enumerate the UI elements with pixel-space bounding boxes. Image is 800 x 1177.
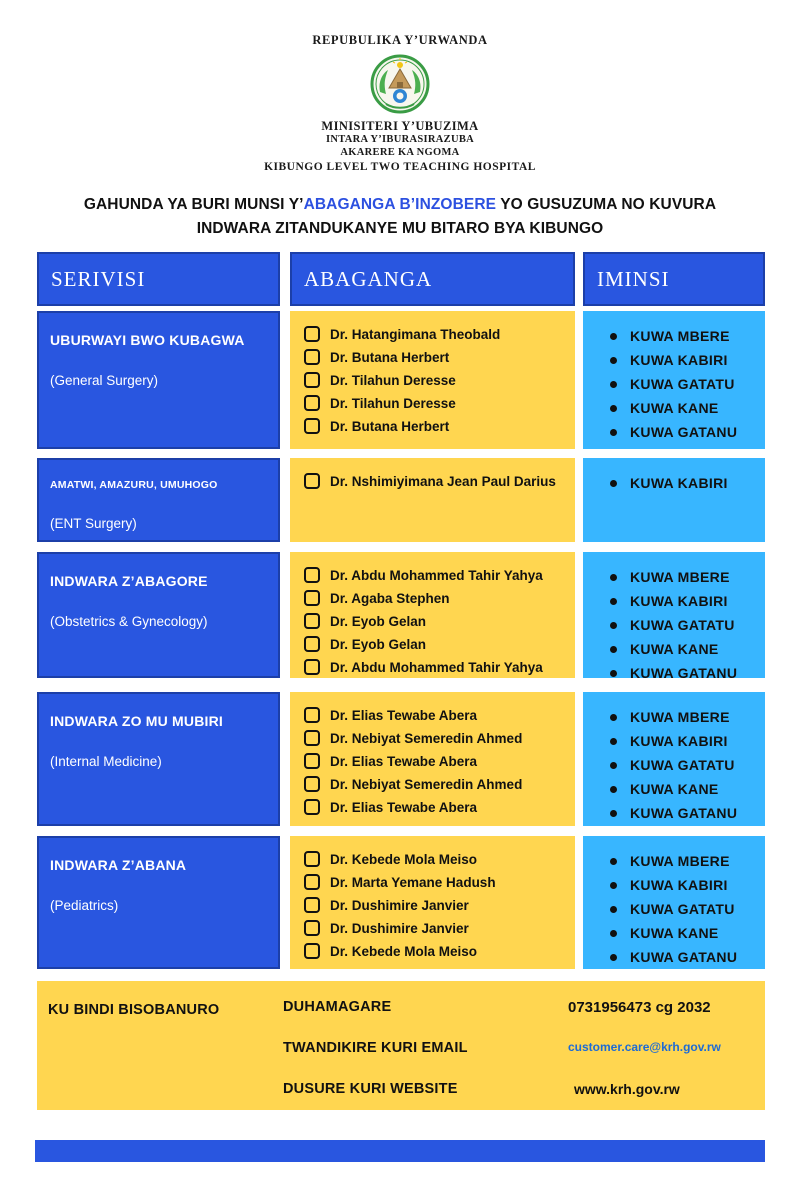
phone-label: DUHAMAGARE	[283, 999, 392, 1015]
checkbox-icon	[304, 897, 320, 913]
contact-footer	[37, 981, 765, 1110]
bullet-icon	[610, 954, 617, 961]
doctor-item	[304, 659, 569, 675]
bottom-accent-bar	[35, 1140, 765, 1162]
day-item	[610, 949, 765, 965]
bullet-icon	[610, 786, 617, 793]
doctor-name: Dr. Elias Tewabe Abera	[330, 753, 478, 769]
bullet-icon	[610, 810, 617, 817]
title-part2: YO GUSUZUMA NO KUVURA INDWARA ZITANDUKANYE MU BITARO BYA KIBUNGO	[196, 196, 717, 237]
day-name: KUWA KANE	[630, 781, 719, 797]
table-row	[37, 692, 765, 826]
doctor-item	[304, 473, 569, 489]
day-item	[610, 352, 765, 368]
bullet-icon	[610, 714, 617, 721]
doctor-item	[304, 920, 569, 936]
doctor-name: Dr. Butana Herbert	[330, 418, 450, 434]
table-header-row	[37, 252, 765, 306]
doctor-item	[304, 874, 569, 890]
doctor-item	[304, 349, 569, 365]
doctors-cell	[290, 458, 575, 542]
day-name: KUWA GATANU	[630, 949, 738, 965]
service-cell	[37, 311, 280, 449]
bullet-icon	[610, 429, 617, 436]
service-cell	[37, 836, 280, 969]
bullet-icon	[610, 858, 617, 865]
doctor-item	[304, 395, 569, 411]
day-name: KUWA MBERE	[630, 328, 730, 344]
doctor-item	[304, 799, 569, 815]
doctors-cell	[290, 552, 575, 678]
doctor-item	[304, 418, 569, 434]
column-header-iminsi: IMINSI	[583, 252, 765, 306]
days-cell	[583, 311, 765, 449]
days-cell	[583, 836, 765, 969]
service-english-name: (Obstetrics & Gynecology)	[50, 614, 208, 629]
column-header-serivisi: SERIVISI	[37, 252, 280, 306]
day-name: KUWA KABIRI	[630, 593, 728, 609]
checkbox-icon	[304, 851, 320, 867]
doctor-name: Dr. Kebede Mola Meiso	[330, 851, 478, 867]
bullet-icon	[610, 738, 617, 745]
doctor-item	[304, 897, 569, 913]
country-name: REPUBULIKA Y’URWANDA	[312, 33, 488, 47]
service-name: INDWARA ZO MU MUBIRI	[50, 713, 224, 729]
bullet-icon	[610, 381, 617, 388]
service-english-name: (Internal Medicine)	[50, 754, 162, 769]
day-name: KUWA KANE	[630, 641, 719, 657]
email-label: TWANDIKIRE KURI EMAIL	[283, 1040, 468, 1056]
day-item	[610, 757, 765, 773]
day-item	[610, 641, 765, 657]
day-name: KUWA KANE	[630, 400, 719, 416]
rwanda-coat-of-arms-logo	[364, 52, 436, 116]
schedule-table	[37, 252, 765, 969]
day-item	[610, 733, 765, 749]
doctor-name: Dr. Abdu Mohammed Tahir Yahya	[330, 659, 543, 675]
doctor-name: Dr. Abdu Mohammed Tahir Yahya	[330, 567, 543, 583]
doctor-name: Dr. Nebiyat Semeredin Ahmed	[330, 730, 523, 746]
days-cell	[583, 692, 765, 826]
day-name: KUWA GATANU	[630, 665, 738, 678]
doctor-name: Dr. Tilahun Deresse	[330, 372, 456, 388]
doctor-item	[304, 613, 569, 629]
checkbox-icon	[304, 326, 320, 342]
day-name: KUWA MBERE	[630, 709, 730, 725]
bullet-icon	[610, 357, 617, 364]
service-cell	[37, 552, 280, 678]
service-english-name: (General Surgery)	[50, 373, 159, 388]
day-item	[610, 665, 765, 678]
day-item	[610, 593, 765, 609]
website-label: DUSURE KURI WEBSITE	[283, 1081, 458, 1097]
bullet-icon	[610, 882, 617, 889]
day-item	[610, 617, 765, 633]
day-name: KUWA MBERE	[630, 569, 730, 585]
doctor-name: Dr. Marta Yemane Hadush	[330, 874, 496, 890]
doctor-item	[304, 590, 569, 606]
checkbox-icon	[304, 567, 320, 583]
bullet-icon	[610, 480, 617, 487]
doctor-name: Dr. Hatangimana Theobald	[330, 326, 501, 342]
doctor-name: Dr. Elias Tewabe Abera	[330, 707, 478, 723]
bullet-icon	[610, 622, 617, 629]
day-item	[610, 709, 765, 725]
title-highlight: ABAGANGA B’INZOBERE	[303, 196, 497, 213]
checkbox-icon	[304, 799, 320, 815]
contact-heading: KU BINDI BISOBANURO	[48, 1002, 220, 1018]
day-item	[610, 925, 765, 941]
checkbox-icon	[304, 943, 320, 959]
service-cell	[37, 692, 280, 826]
checkbox-icon	[304, 636, 320, 652]
page-title	[50, 193, 750, 241]
bullet-icon	[610, 333, 617, 340]
bullet-icon	[610, 405, 617, 412]
bullet-icon	[610, 646, 617, 653]
doctor-item	[304, 567, 569, 583]
doctor-name: Dr. Dushimire Janvier	[330, 897, 469, 913]
day-item	[610, 569, 765, 585]
day-item	[610, 376, 765, 392]
day-name: KUWA GATATU	[630, 901, 735, 917]
day-item	[610, 781, 765, 797]
day-name: KUWA GATATU	[630, 617, 735, 633]
doctor-name: Dr. Eyob Gelan	[330, 636, 427, 652]
district-name: AKARERE KA NGOMA	[340, 147, 460, 158]
doctor-name: Dr. Tilahun Deresse	[330, 395, 456, 411]
checkbox-icon	[304, 707, 320, 723]
day-name: KUWA GATANU	[630, 805, 738, 821]
checkbox-icon	[304, 349, 320, 365]
checkbox-icon	[304, 874, 320, 890]
checkbox-icon	[304, 590, 320, 606]
table-row	[37, 311, 765, 449]
doctor-name: Dr. Nebiyat Semeredin Ahmed	[330, 776, 523, 792]
table-row	[37, 836, 765, 969]
bullet-icon	[610, 574, 617, 581]
checkbox-icon	[304, 473, 320, 489]
bullet-icon	[610, 906, 617, 913]
ministry-name: MINISITERI Y’UBUZIMA	[321, 119, 479, 133]
day-name: KUWA KANE	[630, 925, 719, 941]
checkbox-icon	[304, 776, 320, 792]
day-name: KUWA MBERE	[630, 853, 730, 869]
phone-number: 0731956473 cg 2032	[568, 999, 711, 1016]
service-name: INDWARA Z’ABANA	[50, 857, 187, 873]
day-item	[610, 901, 765, 917]
checkbox-icon	[304, 920, 320, 936]
doctor-item	[304, 326, 569, 342]
doctor-name: Dr. Eyob Gelan	[330, 613, 427, 629]
table-row	[37, 552, 765, 678]
doctor-name: Dr. Nshimiyimana Jean Paul Darius	[330, 473, 556, 489]
doctors-cell	[290, 692, 575, 826]
website-link[interactable]: www.krh.gov.rw	[574, 1081, 680, 1097]
doctor-item	[304, 730, 569, 746]
day-item	[610, 853, 765, 869]
day-item	[610, 328, 765, 344]
service-english-name: (Pediatrics)	[50, 898, 119, 913]
doctor-item	[304, 943, 569, 959]
day-name: KUWA KABIRI	[630, 475, 728, 491]
service-english-name: (ENT Surgery)	[50, 516, 137, 531]
day-name: KUWA GATATU	[630, 376, 735, 392]
checkbox-icon	[304, 395, 320, 411]
day-name: KUWA GATATU	[630, 757, 735, 773]
contact-phone-row	[283, 999, 765, 1040]
doctor-item	[304, 707, 569, 723]
email-link[interactable]: customer.care@krh.gov.rw	[568, 1040, 721, 1054]
title-part1: GAHUNDA YA BURI MUNSI Y’	[83, 196, 304, 213]
service-name: UBURWAYI BWO KUBAGWA	[50, 332, 245, 348]
bullet-icon	[610, 598, 617, 605]
checkbox-icon	[304, 730, 320, 746]
bullet-icon	[610, 930, 617, 937]
province-name: INTARA Y’IBURASIRAZUBA	[325, 134, 475, 145]
contact-email-row	[283, 1040, 765, 1081]
doctor-item	[304, 851, 569, 867]
doctor-name: Dr. Butana Herbert	[330, 349, 450, 365]
checkbox-icon	[304, 418, 320, 434]
days-cell	[583, 552, 765, 678]
doctor-name: Dr. Elias Tewabe Abera	[330, 799, 478, 815]
days-cell	[583, 458, 765, 542]
day-item	[610, 475, 765, 491]
checkbox-icon	[304, 613, 320, 629]
checkbox-icon	[304, 753, 320, 769]
day-name: KUWA KABIRI	[630, 352, 728, 368]
service-cell	[37, 458, 280, 542]
doctor-name: Dr. Agaba Stephen	[330, 590, 450, 606]
bullet-icon	[610, 670, 617, 677]
day-item	[610, 805, 765, 821]
doctors-cell	[290, 836, 575, 969]
doctor-item	[304, 753, 569, 769]
contact-website-row	[283, 1081, 765, 1122]
service-name: INDWARA Z’ABAGORE	[50, 573, 208, 589]
doctor-item	[304, 372, 569, 388]
day-item	[610, 877, 765, 893]
government-header	[0, 0, 800, 174]
column-header-abaganga: ABAGANGA	[290, 252, 575, 306]
doctor-item	[304, 636, 569, 652]
day-name: KUWA KABIRI	[630, 733, 728, 749]
day-item	[610, 424, 765, 440]
hospital-name: KIBUNGO LEVEL TWO TEACHING HOSPITAL	[264, 161, 536, 173]
service-name: AMATWI, AMAZURU, UMUHOGO	[50, 479, 218, 491]
day-name: KUWA GATANU	[630, 424, 738, 440]
doctor-name: Dr. Dushimire Janvier	[330, 920, 469, 936]
day-name: KUWA KABIRI	[630, 877, 728, 893]
table-row	[37, 458, 765, 542]
doctor-name: Dr. Kebede Mola Meiso	[330, 943, 478, 959]
doctor-item	[304, 776, 569, 792]
doctors-cell	[290, 311, 575, 449]
checkbox-icon	[304, 659, 320, 675]
bullet-icon	[610, 762, 617, 769]
day-item	[610, 400, 765, 416]
checkbox-icon	[304, 372, 320, 388]
